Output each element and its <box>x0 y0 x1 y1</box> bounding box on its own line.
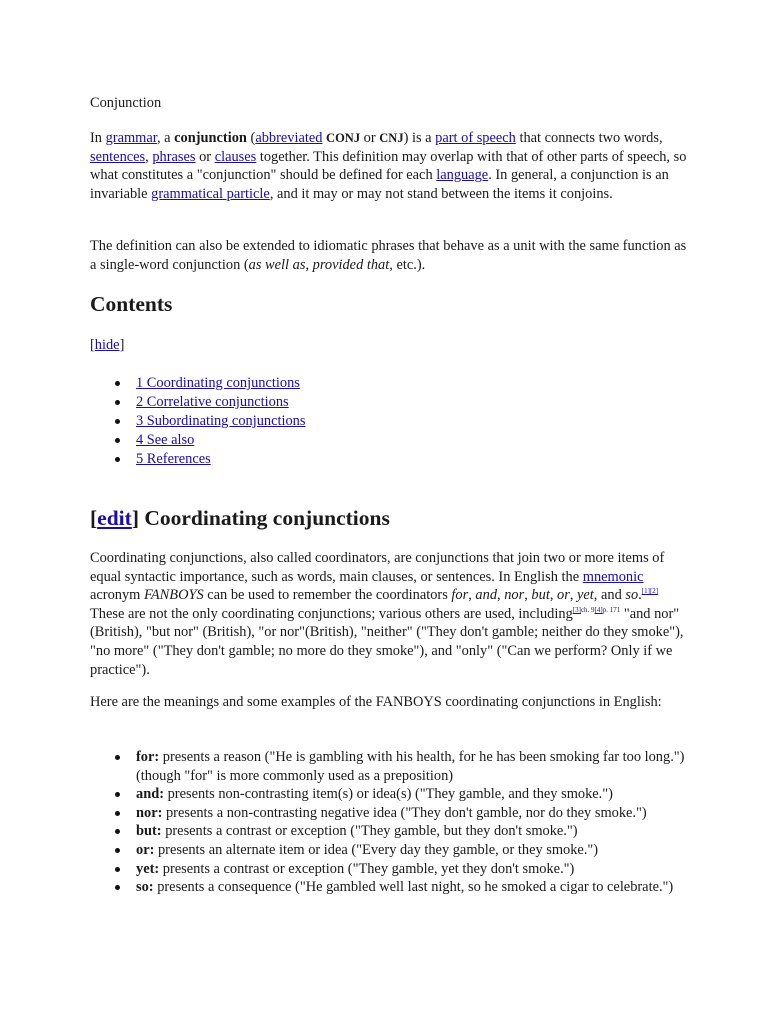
text: In <box>90 130 106 146</box>
abbr-cnj: CNJ <box>379 131 404 145</box>
text: , and <box>593 587 626 604</box>
citation-note: p. 171 <box>602 605 621 614</box>
link-grammatical-particle[interactable]: grammatical particle <box>151 185 270 202</box>
citation <box>573 606 620 614</box>
contents-heading: Contents <box>90 292 173 316</box>
word-for: for <box>451 587 469 604</box>
word-and: and <box>475 587 498 604</box>
term: or: <box>136 841 155 858</box>
example-as-well-as: as well as <box>248 256 306 273</box>
fanboys-list <box>90 748 690 897</box>
link-part-of-speech[interactable]: part of speech <box>435 130 516 146</box>
text: together. This definition may overlap with that of other parts of speech, so what constitutes a "conjunction" should be defined for each <box>90 148 687 184</box>
citation-link-2[interactable]: [2] <box>649 587 659 596</box>
edit-link[interactable]: edit <box>97 506 132 530</box>
link-mnemonic[interactable]: mnemonic <box>582 568 644 585</box>
text: , <box>549 587 558 604</box>
meanings-intro: Here are the meanings and some examples of the FANBOYS coordinating conjunctions in English: <box>90 694 662 710</box>
text: , <box>569 587 578 604</box>
toc-item <box>90 412 305 431</box>
term: yet: <box>136 860 160 877</box>
text: or <box>360 130 380 146</box>
toc-link-see-also[interactable]: 4 See also <box>136 432 195 448</box>
term: so: <box>136 879 154 896</box>
text: . In general, a conjunction is an invariable <box>90 167 669 202</box>
bracket: ] <box>119 337 125 353</box>
text: ) is a <box>403 130 436 146</box>
text: , <box>145 148 153 165</box>
acronym-fanboys: FANBOYS <box>143 587 204 604</box>
word-so: so <box>625 587 639 604</box>
text: that connects two words, <box>515 130 663 146</box>
citation-link-1[interactable]: [1] <box>641 587 650 596</box>
description: presents a reason ("He is gambling with his health, for he has been smoking far too long.") (though "for" is more commonly used as a preposition) <box>136 749 685 784</box>
toc-link-references[interactable]: 5 References <box>136 451 211 467</box>
text: , and it may or may not stand between the items it conjoins. <box>269 185 613 202</box>
toc-item <box>90 431 305 450</box>
text: , <box>497 587 505 604</box>
toc-item <box>90 374 305 393</box>
example-provided-that: provided that <box>312 256 390 273</box>
citation-note: ch. 9 <box>580 605 595 614</box>
text: , <box>305 256 313 273</box>
link-sentences[interactable]: sentences <box>90 148 146 165</box>
list-item <box>90 822 690 841</box>
list-item <box>90 804 690 823</box>
bracket: ] <box>131 506 139 530</box>
intro-paragraph <box>90 129 690 203</box>
description: presents non-contrasting item(s) or idea(s) ("They gamble, and they smoke.") <box>164 786 613 803</box>
document-title: Conjunction <box>90 95 162 111</box>
text: . <box>638 587 642 604</box>
description: presents an alternate item or idea ("Every day they gamble, or they smoke.") <box>154 841 599 858</box>
list-item <box>90 785 690 804</box>
bracket: [ <box>90 337 95 353</box>
text: , etc.). <box>389 256 426 273</box>
link-abbreviated[interactable]: abbreviated <box>255 130 323 146</box>
word-or: or <box>557 587 570 604</box>
toc-item <box>90 450 305 469</box>
text: , <box>468 587 476 604</box>
word-nor: nor <box>504 587 525 604</box>
list-item <box>90 748 690 785</box>
toc-item <box>90 393 305 412</box>
term: nor: <box>136 804 163 821</box>
section-title: Coordinating conjunctions <box>138 506 390 530</box>
description: presents a consequence ("He gambled well last night, so he smoked a cigar to celebrate.") <box>153 879 674 896</box>
word-yet: yet <box>577 587 594 604</box>
text: , <box>524 587 532 604</box>
coordinating-paragraph <box>90 549 690 679</box>
text: can be used to remember the coordinators <box>203 587 452 604</box>
link-grammar[interactable]: grammar <box>105 130 157 146</box>
list-item <box>90 878 690 897</box>
toc-link-correlative[interactable]: 2 Correlative conjunctions <box>136 394 289 410</box>
abbr-conj: CONJ <box>326 131 361 145</box>
link-clauses[interactable]: clauses <box>214 148 257 165</box>
term: for: <box>136 749 160 765</box>
list-item <box>90 860 690 879</box>
table-of-contents <box>90 374 305 469</box>
link-language[interactable]: language <box>436 167 489 184</box>
term: but: <box>136 823 162 840</box>
term: and: <box>136 786 164 803</box>
description: presents a contrast or exception ("They gamble, yet they don't smoke.") <box>159 860 575 877</box>
definition-paragraph <box>90 237 690 274</box>
text: ( <box>246 130 256 146</box>
description: presents a non-contrasting negative idea ("They don't gamble, nor do they smoke.") <box>162 804 647 821</box>
text: or <box>195 148 215 165</box>
section-heading-coordinating <box>90 506 390 530</box>
citation-link-4[interactable]: [4] <box>594 605 603 614</box>
text: acronym <box>90 587 144 604</box>
text: Coordinating conjunctions, also called coordinators, are conjunctions that join two or more items of equal syntactic importance, such as words, main clauses, or sentences. In English the <box>90 550 665 585</box>
text: , a <box>156 130 175 146</box>
list-item <box>90 841 690 860</box>
text: "and nor" (British), "but nor" (British), "or nor"(British), "neither" ("They don't gamble; neither do they smoke"), "no more" ("They don't gamble; no more do they smoke"), and "only" ("Can we perform? Only if we practice"). <box>90 605 684 678</box>
toc-link-subordinating[interactable]: 3 Subordinating conjunctions <box>136 413 306 429</box>
citation-link-3[interactable]: [3] <box>572 605 581 614</box>
toc-link-coordinating[interactable]: 1 Coordinating conjunctions <box>136 375 300 391</box>
word-but: but <box>531 587 550 604</box>
contents-toggle <box>90 336 124 355</box>
text: The definition can also be extended to idiomatic phrases that behave as a unit with the same function as a single-word conjunction ( <box>90 238 687 273</box>
term-conjunction: conjunction <box>174 130 247 146</box>
bracket: [ <box>90 506 98 530</box>
text: These are not the only coordinating conjunctions; various others are used, including <box>90 605 573 622</box>
description: presents a contrast or exception ("They gamble, but they don't smoke.") <box>161 823 578 840</box>
hide-link[interactable]: hide <box>94 337 120 353</box>
citation <box>642 587 658 595</box>
link-phrases[interactable]: phrases <box>152 148 196 165</box>
